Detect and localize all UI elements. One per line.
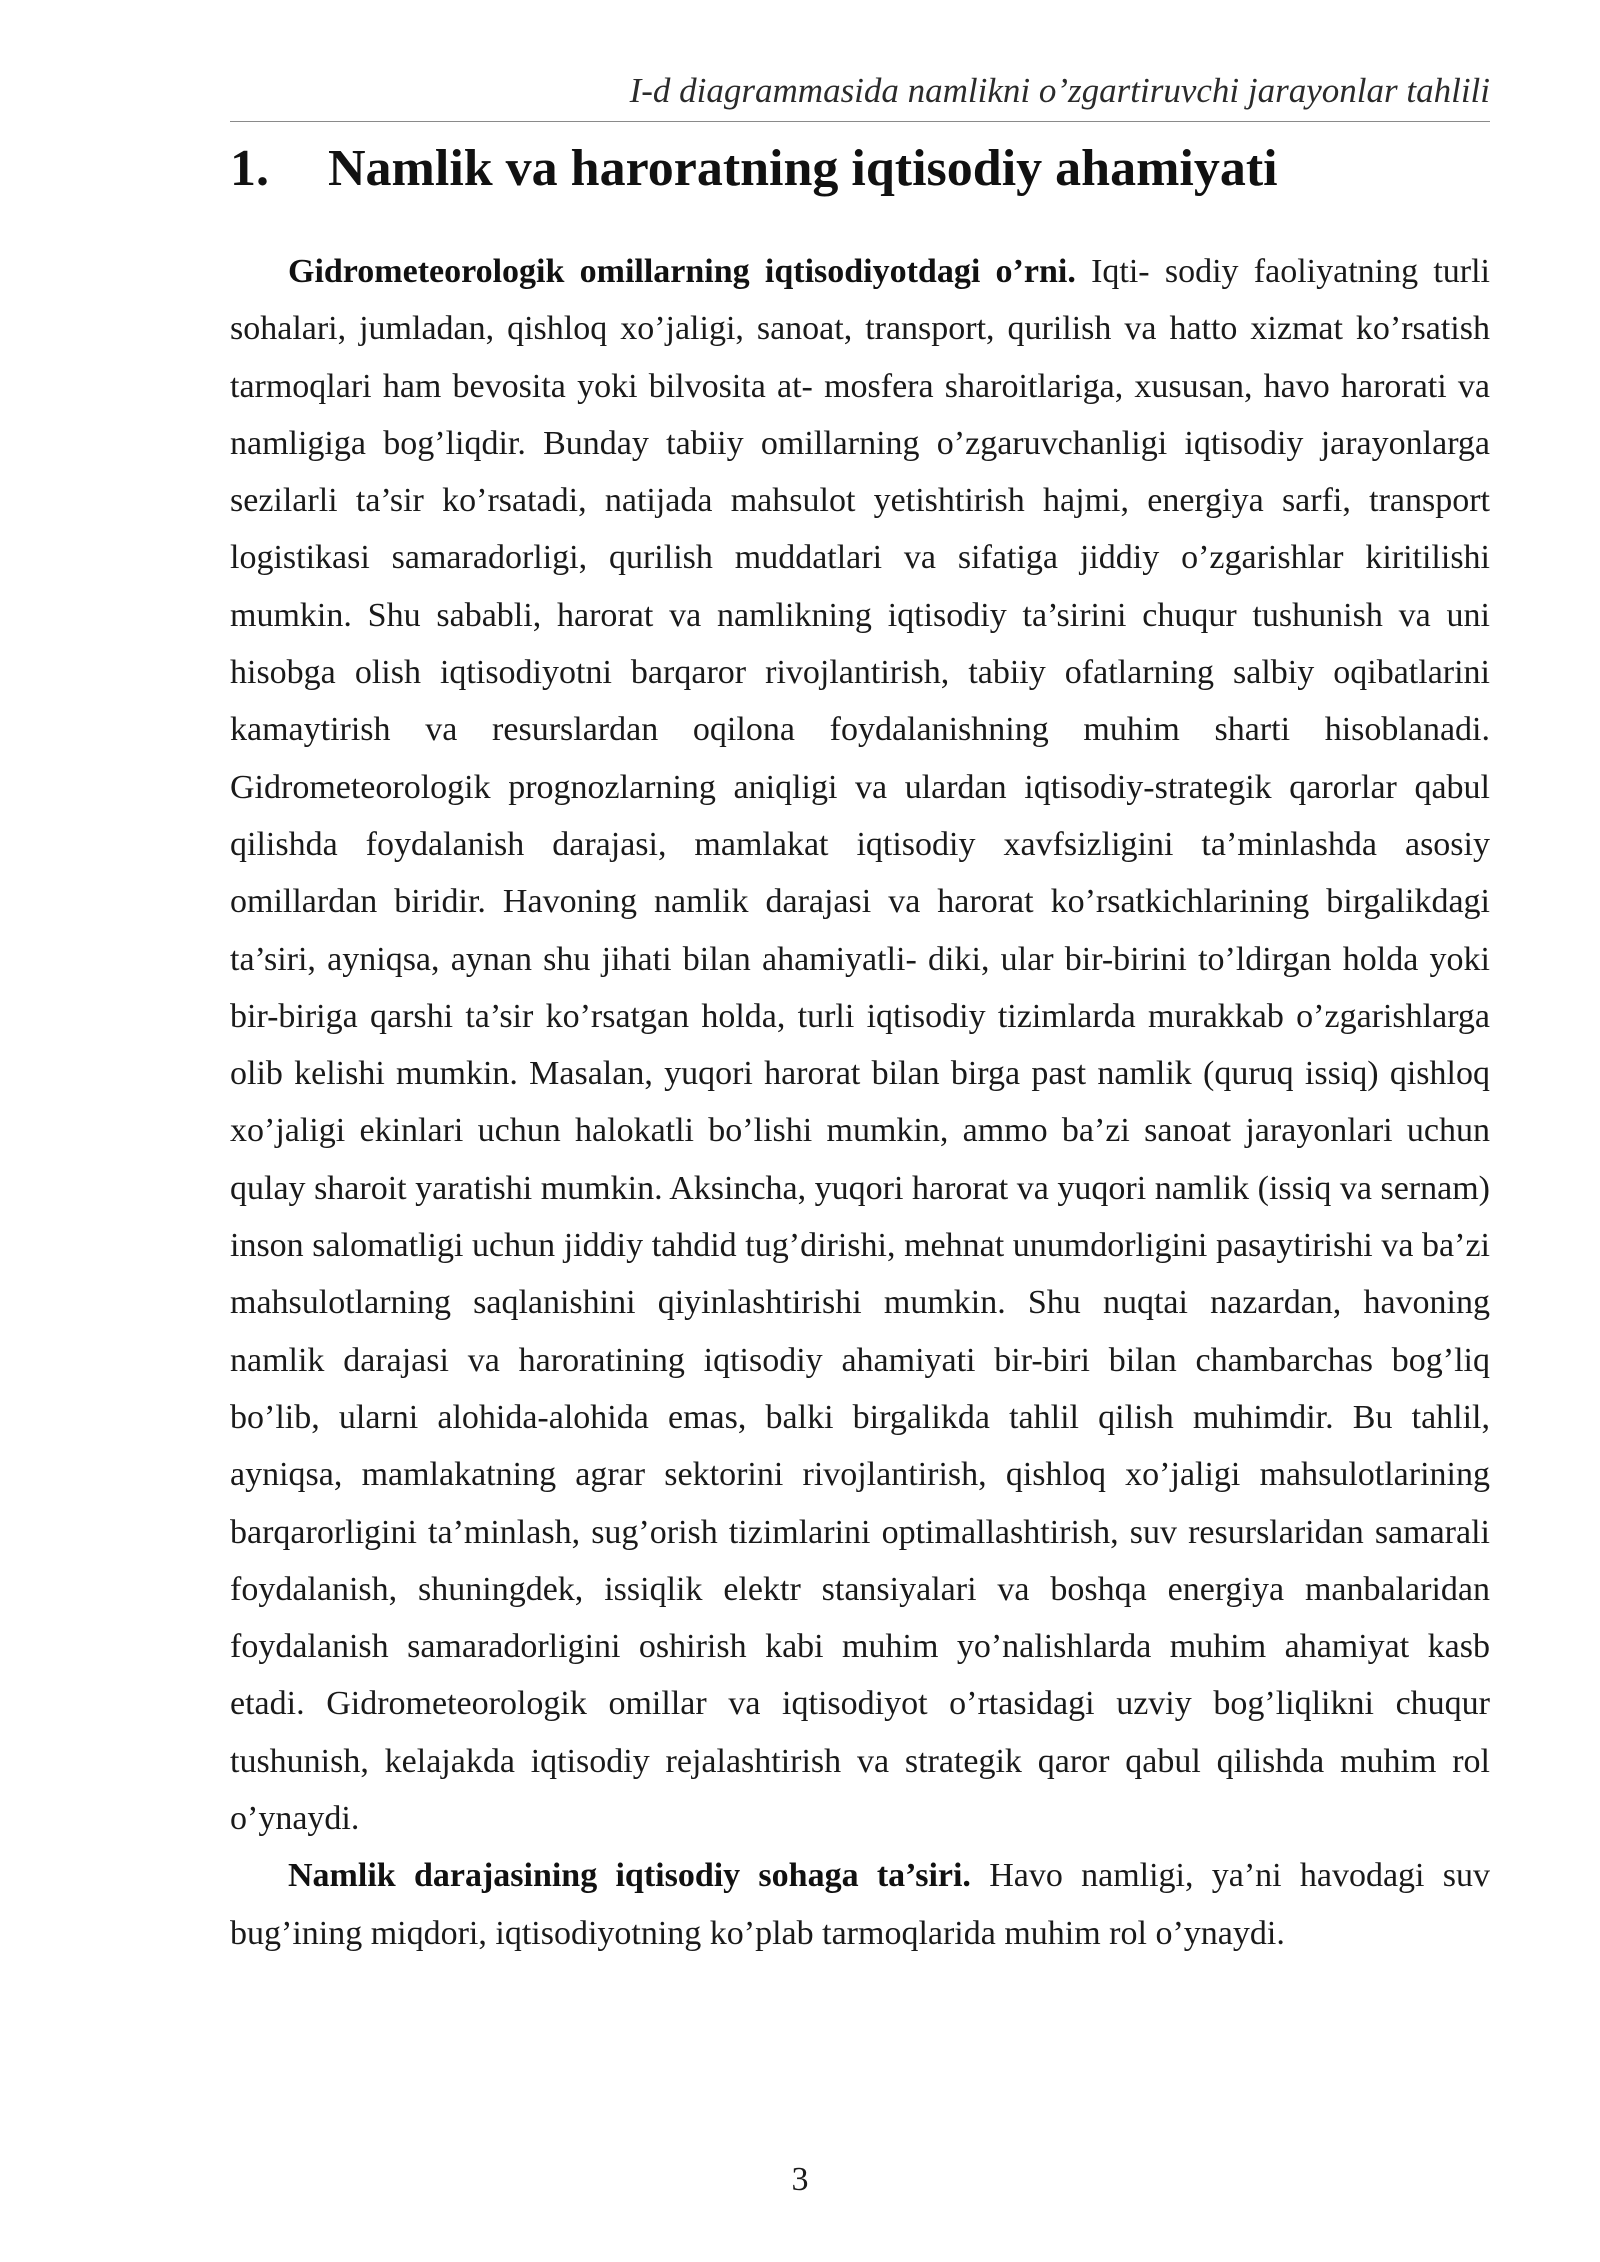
paragraph-text: Iqti- sodiy faoliyatning turli sohalari, jumladan, qishloq xo’jaligi, sanoat, transport, qurilish va hatto xizmat ko’rsatish tarmoqlari ham bevosita yoki bilvosita at- mosfera sharoitlariga, xususan, havo harorati va namligiga bog’liqdir. Bunday tabiiy omillarning o’zgaruvchanligi iqtisodiy jarayonlarga sezilarli ta’sir ko’rsatadi, natijada mahsulot yetishtirish hajmi, energiya sarfi, transport logistikasi samaradorligi, qurilish muddatlari va sifatiga jiddiy o’zgarishlar kiritilishi mumkin. Shu sababli, harorat va namlikning iqtisodiy ta’sirini chuqur tushunish va uni hisobga olish iqtisodiyotni barqaror rivojlantirish, tabiiy ofatlarning salbiy oqibatlarini kamaytirish va resurslardan oqilona foydalanishning muhim sharti hisoblanadi. Gidrometeorologik prognozlarning aniqligi va ulardan iqtisodiy-strategik qarorlar qabul qilishda foydalanish darajasi, mamlakat iqtisodiy xavfsizligini ta’minlashda asosiy omillardan biridir. Havoning namlik darajasi va harorat ko’rsatkichlarining birgalikdagi ta’siri, ayniqsa, aynan shu jihati bilan ahamiyatli- diki, ular bir-birini to’ldirgan holda yoki bir-biriga qarshi ta’sir ko’rsatgan holda, turli iqtisodiy tizimlarda murakkab o’zgarishlarga olib kelishi mumkin. Masalan, yuqori harorat bilan birga past namlik (quruq issiq) qishloq xo’jaligi ekinlari uchun halokatli bo’lishi mumkin, ammo ba’zi sanoat jarayonlari uchun qulay sharoit yaratishi mumkin. Aksincha, yuqori harorat va yuqori namlik (issiq va sernam) inson salomatligi uchun jiddiy tahdid tug’dirishi, mehnat unumdorligini pasaytirishi va ba’zi mahsulotlarning saqlanishini qiyinlashtirishi mumkin. Shu nuqtai nazardan, havoning namlik darajasi va haroratining iqtisodiy ahamiyati bir-biri bilan chambarchas bog’liq bo’lib, ularni alohida-alohida emas, balki birgalikda tahlil qilish muhimdir. Bu tahlil, ayniqsa, mamlakatning agrar sektorini rivojlantirish, qishloq xo’jaligi mahsulotlarining barqarorligini ta’minlash, sug’orish tizimlarini optimallashtirish, suv resurslaridan samarali foydalanish, shuningdek, issiqlik elektr stansiyalari va boshqa energiya manbalaridan foydalanish samaradorligini oshirish kabi muhim yo’nalishlarda muhim ahamiyat kasb etadi. Gidrometeorologik omillar va iqtisodiyot o’rtasidagi uzviy bog’liqlikni chuqur tushunish, kelajakda iqtisodiy rejalashtirish va strategik qaror qabul qilishda muhim rol o’ynaydi. (230, 253, 1491, 1838)
paragraph-lead: Namlik darajasining iqtisodiy sohaga ta’siri. (288, 1857, 971, 1895)
paragraph-economic-role (230, 243, 1490, 1847)
section-heading (230, 137, 1490, 201)
body-text (230, 243, 1490, 1962)
paragraph-lead: Gidrometeorologik omillarning iqtisodiyotdagi o’rni. (288, 253, 1076, 290)
paragraph-humidity-impact (230, 1847, 1490, 1962)
page-number: 3 (791, 2161, 809, 2198)
paragraph-text: Havo namligi, ya’ni havodagi suv bug’ining miqdori, iqtisodiyotning ko’plab tarmoqlarida muhim rol o’ynaydi. (230, 1857, 1490, 1952)
section-number: 1. (230, 140, 269, 197)
section-title: Namlik va haroratning iqtisodiy ahamiyati (328, 140, 1278, 197)
header-divider (230, 121, 1490, 122)
running-header: I-d diagrammasida namlikni o’zgartiruvchi jarayonlar tahlili (629, 71, 1490, 110)
